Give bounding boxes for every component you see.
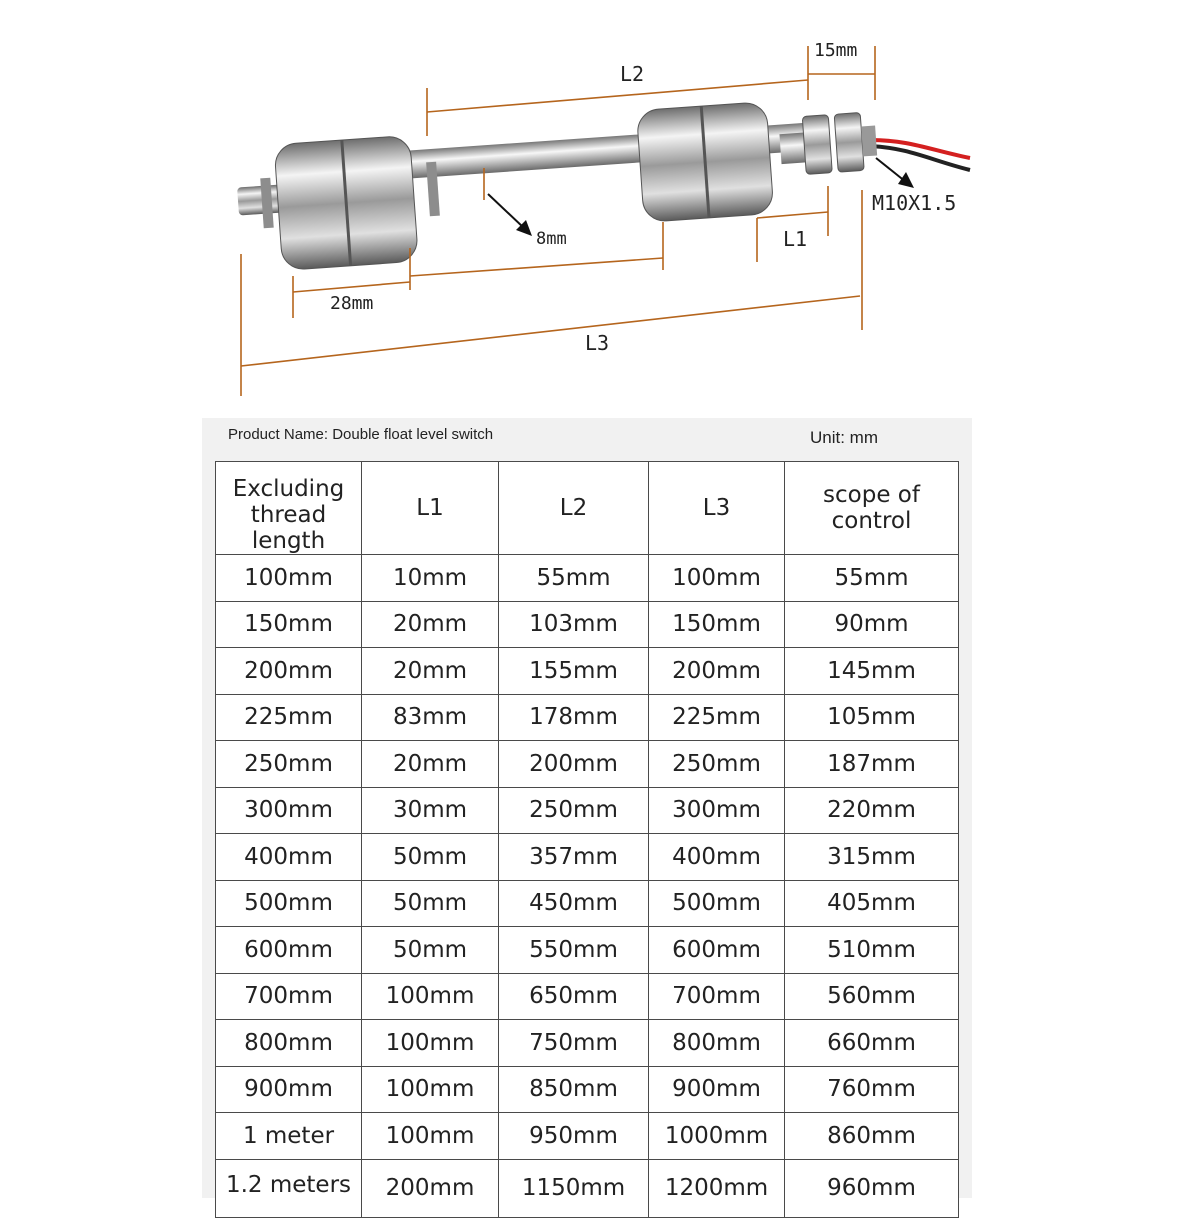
table-row [216, 973, 959, 1020]
label-l1: L1 [783, 227, 808, 251]
cell-length: 225mm [216, 694, 362, 741]
table-row [216, 787, 959, 834]
cell-length: 150mm [216, 601, 362, 648]
end-cap [237, 184, 283, 215]
header-thread-length: Excluding thread length [216, 462, 362, 555]
cell-l3: 150mm [649, 601, 785, 648]
product-name: Product Name: Double float level switch [228, 426, 494, 443]
cell-l1: 20mm [362, 741, 499, 788]
header-l2: L2 [499, 462, 649, 555]
cell-l1: 100mm [362, 1020, 499, 1067]
cell-length: 500mm [216, 880, 362, 927]
cell-l3: 800mm [649, 1020, 785, 1067]
table-row [216, 1113, 959, 1160]
table-row [216, 927, 959, 974]
cell-length: 800mm [216, 1020, 362, 1067]
cell-scope: 187mm [785, 741, 959, 788]
cell-l2: 55mm [499, 555, 649, 602]
cell-length: 600mm [216, 927, 362, 974]
header-l1: L1 [362, 462, 499, 555]
cell-l2: 155mm [499, 648, 649, 695]
cell-length: 1 meter [216, 1113, 362, 1160]
cell-scope: 105mm [785, 694, 959, 741]
cell-l2: 250mm [499, 787, 649, 834]
table-row [216, 880, 959, 927]
cell-l2: 200mm [499, 741, 649, 788]
header-scope: scope of control [785, 462, 959, 555]
cell-l1: 50mm [362, 880, 499, 927]
cell-l1: 200mm [362, 1159, 499, 1218]
cell-l2: 650mm [499, 973, 649, 1020]
arrow-thread [876, 158, 914, 188]
cell-l3: 100mm [649, 555, 785, 602]
label-rod-diameter: 8mm [536, 229, 567, 249]
arrow-8mm [488, 194, 532, 236]
cell-scope: 315mm [785, 834, 959, 881]
cell-l1: 100mm [362, 1113, 499, 1160]
upper-float [636, 102, 773, 223]
cell-l2: 450mm [499, 880, 649, 927]
label-l3: L3 [585, 331, 610, 355]
cell-scope: 510mm [785, 927, 959, 974]
cell-scope: 145mm [785, 648, 959, 695]
cell-l2: 950mm [499, 1113, 649, 1160]
cell-scope: 960mm [785, 1159, 959, 1218]
table-row [216, 1020, 959, 1067]
header-l3: L3 [649, 462, 785, 555]
table-row [216, 834, 959, 881]
table-row [216, 648, 959, 695]
mount-nuts [778, 112, 878, 177]
cell-l3: 600mm [649, 927, 785, 974]
spec-table [215, 461, 959, 1218]
cell-scope: 660mm [785, 1020, 959, 1067]
cell-l3: 900mm [649, 1066, 785, 1113]
cell-l1: 10mm [362, 555, 499, 602]
cell-l2: 550mm [499, 927, 649, 974]
cell-l2: 1150mm [499, 1159, 649, 1218]
cell-l1: 50mm [362, 834, 499, 881]
cell-scope: 560mm [785, 973, 959, 1020]
cell-l3: 1200mm [649, 1159, 785, 1218]
table-body [216, 555, 959, 1218]
table-row [216, 1159, 959, 1218]
cell-l3: 700mm [649, 973, 785, 1020]
cell-l3: 300mm [649, 787, 785, 834]
cell-l2: 357mm [499, 834, 649, 881]
label-15mm: 15mm [814, 40, 858, 61]
label-float-diameter: 28mm [330, 293, 374, 314]
cell-l1: 100mm [362, 973, 499, 1020]
cell-l2: 750mm [499, 1020, 649, 1067]
cell-l1: 83mm [362, 694, 499, 741]
cell-scope: 860mm [785, 1113, 959, 1160]
cell-length: 300mm [216, 787, 362, 834]
cell-l3: 400mm [649, 834, 785, 881]
cell-l3: 225mm [649, 694, 785, 741]
cell-l1: 20mm [362, 601, 499, 648]
cell-l3: 250mm [649, 741, 785, 788]
cell-length: 250mm [216, 741, 362, 788]
cell-l1: 20mm [362, 648, 499, 695]
label-l2: L2 [620, 62, 645, 86]
cell-l3: 500mm [649, 880, 785, 927]
cell-length: 400mm [216, 834, 362, 881]
cell-l1: 100mm [362, 1066, 499, 1113]
cell-length: 700mm [216, 973, 362, 1020]
cell-l3: 1000mm [649, 1113, 785, 1160]
spec-panel [202, 418, 972, 1202]
cell-l3: 200mm [649, 648, 785, 695]
table-row [216, 741, 959, 788]
table-row [216, 1066, 959, 1113]
label-thread: M10X1.5 [872, 191, 957, 215]
cell-l1: 30mm [362, 787, 499, 834]
cell-l2: 103mm [499, 601, 649, 648]
lower-float [274, 135, 418, 270]
table-row [216, 694, 959, 741]
cell-scope: 220mm [785, 787, 959, 834]
table-row [216, 601, 959, 648]
cell-length: 900mm [216, 1066, 362, 1113]
cell-l1: 50mm [362, 927, 499, 974]
float-switch-diagram [0, 0, 1200, 410]
cell-length: 200mm [216, 648, 362, 695]
unit-label: Unit: mm [810, 428, 878, 447]
table-header-row [216, 462, 959, 555]
cell-l2: 178mm [499, 694, 649, 741]
cell-scope: 90mm [785, 601, 959, 648]
cell-l2: 850mm [499, 1066, 649, 1113]
cell-length: 100mm [216, 555, 362, 602]
cell-scope: 405mm [785, 880, 959, 927]
cell-scope: 55mm [785, 555, 959, 602]
cell-scope: 760mm [785, 1066, 959, 1113]
table-row [216, 555, 959, 602]
cell-length: 1.2 meters [216, 1159, 362, 1218]
